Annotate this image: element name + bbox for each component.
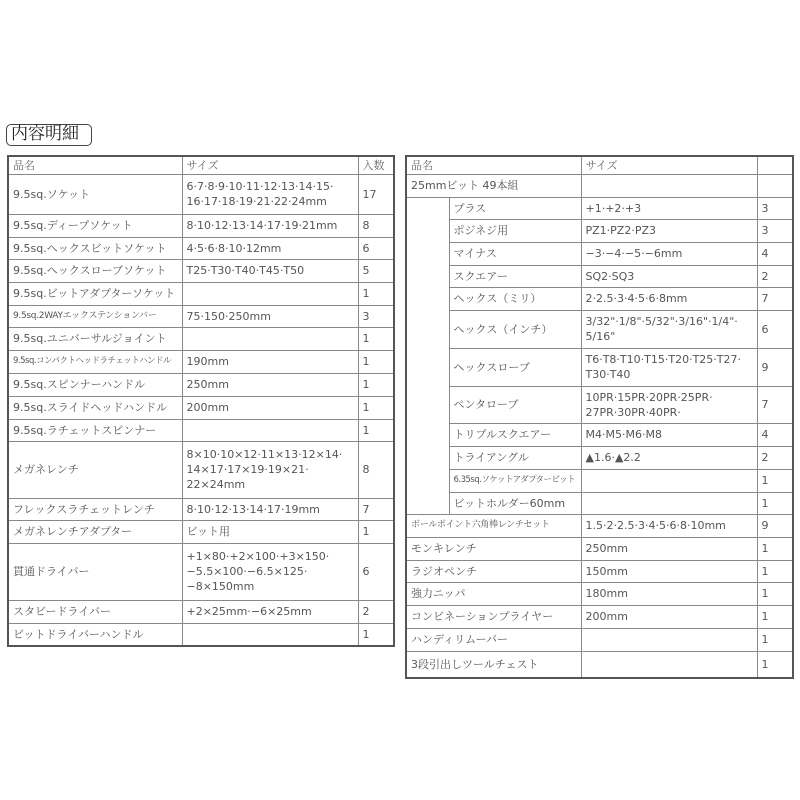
item-qty: 7 xyxy=(757,386,793,423)
item-name: トライアングル xyxy=(449,446,581,469)
table-row xyxy=(406,219,793,242)
item-name: 9.5sq.ソケット xyxy=(8,174,182,214)
item-name: 3段引出しツールチェスト xyxy=(406,651,581,678)
item-name: 9.5sq.ヘックスビットソケット xyxy=(8,237,182,259)
item-qty: 1 xyxy=(358,327,394,350)
table-row xyxy=(406,265,793,287)
item-size xyxy=(182,282,358,305)
item-qty: 1 xyxy=(757,605,793,628)
item-size xyxy=(182,623,358,646)
item-qty: 8 xyxy=(358,214,394,237)
item-qty: 9 xyxy=(757,348,793,386)
item-size: 150mm xyxy=(581,560,757,582)
table-header-row xyxy=(406,156,793,174)
item-name: 6.35sq.ソケットアダプタービット xyxy=(449,469,581,492)
item-name: コンビネーションプライヤー xyxy=(406,605,581,628)
table-row xyxy=(8,305,394,327)
header-size: サイズ xyxy=(581,156,757,174)
item-qty: 1 xyxy=(358,282,394,305)
item-qty: 17 xyxy=(358,174,394,214)
contents-table-left xyxy=(7,155,395,647)
header-name: 品名 xyxy=(8,156,182,174)
item-name: ポジネジ用 xyxy=(449,219,581,242)
item-name: ビットホルダー60mm xyxy=(449,492,581,514)
item-size: ビット用 xyxy=(182,520,358,543)
item-size xyxy=(182,327,358,350)
item-qty: 1 xyxy=(358,396,394,419)
table-row xyxy=(8,327,394,350)
table-row xyxy=(8,441,394,498)
table-row xyxy=(406,197,793,219)
table-row xyxy=(406,605,793,628)
item-size xyxy=(581,492,757,514)
group-name: 25mmビット 49本組 xyxy=(406,174,581,197)
item-size: 200mm xyxy=(581,605,757,628)
group-row xyxy=(406,174,793,197)
item-qty: 2 xyxy=(757,446,793,469)
item-qty: 6 xyxy=(757,310,793,348)
table-row xyxy=(8,623,394,646)
table-row xyxy=(406,287,793,310)
item-qty: 1 xyxy=(757,628,793,651)
item-size: 4·5·6·8·10·12mm xyxy=(182,237,358,259)
item-qty: 5 xyxy=(358,259,394,282)
item-qty: 8 xyxy=(358,441,394,498)
item-qty: 1 xyxy=(757,469,793,492)
item-size: −3·−4·−5·−6mm xyxy=(581,242,757,265)
item-size: T25·T30·T40·T45·T50 xyxy=(182,259,358,282)
table-row xyxy=(8,520,394,543)
table-row xyxy=(8,419,394,441)
table-row xyxy=(406,628,793,651)
table-row xyxy=(8,600,394,623)
item-qty: 7 xyxy=(757,287,793,310)
item-size: 250mm xyxy=(182,373,358,396)
item-size: 8·10·12·13·14·17·19·21mm xyxy=(182,214,358,237)
header-size: サイズ xyxy=(182,156,358,174)
item-name: 9.5sq.コンパクトヘッドラチェットハンドル xyxy=(8,350,182,373)
item-name: 9.5sq.ヘックスローブソケット xyxy=(8,259,182,282)
item-size: 2·2.5·3·4·5·6·8mm xyxy=(581,287,757,310)
item-qty: 9 xyxy=(757,514,793,537)
item-name: トリプルスクエアー xyxy=(449,423,581,446)
item-size: T6·T8·T10·T15·T20·T25·T27· T30·T40 xyxy=(581,348,757,386)
table-row xyxy=(8,373,394,396)
item-name: スタビードライバー xyxy=(8,600,182,623)
item-name: 9.5sq.ディープソケット xyxy=(8,214,182,237)
table-row xyxy=(8,214,394,237)
item-size: 200mm xyxy=(182,396,358,419)
item-size: 8·10·12·13·14·17·19mm xyxy=(182,498,358,520)
item-name: ハンディリムーバー xyxy=(406,628,581,651)
table-row xyxy=(8,237,394,259)
table-row xyxy=(406,537,793,560)
item-name: ビットドライバーハンドル xyxy=(8,623,182,646)
table-row xyxy=(8,350,394,373)
item-size xyxy=(581,174,757,197)
table-row xyxy=(406,310,793,348)
table-row xyxy=(406,560,793,582)
item-size: +1×80·+2×100·+3×150· −5.5×100·−6.5×125· −8×150mm xyxy=(182,543,358,600)
item-name: ペンタローブ xyxy=(449,386,581,423)
section-title: 内容明細 xyxy=(6,124,92,146)
item-qty: 4 xyxy=(757,423,793,446)
item-name: 強力ニッパ xyxy=(406,582,581,605)
header-qty: 入数 xyxy=(358,156,394,174)
item-size xyxy=(182,419,358,441)
item-qty: 3 xyxy=(757,197,793,219)
item-qty: 6 xyxy=(358,237,394,259)
item-name: 9.5sq.2WAYエックステンションバー xyxy=(8,305,182,327)
item-size: SQ2·SQ3 xyxy=(581,265,757,287)
item-qty: 3 xyxy=(757,219,793,242)
item-size: 250mm xyxy=(581,537,757,560)
header-name: 品名 xyxy=(406,156,581,174)
item-qty: 6 xyxy=(358,543,394,600)
item-name: ラジオペンチ xyxy=(406,560,581,582)
item-size xyxy=(581,651,757,678)
item-name: ヘックス（ミリ） xyxy=(449,287,581,310)
contents-table-right xyxy=(405,155,794,679)
item-name: 9.5sq.ビットアダプターソケット xyxy=(8,282,182,305)
item-qty: 1 xyxy=(757,537,793,560)
item-qty: 4 xyxy=(757,242,793,265)
item-size: 6·7·8·9·10·11·12·13·14·15· 16·17·18·19·21·22·24mm xyxy=(182,174,358,214)
header-qty xyxy=(757,156,793,174)
item-name: 貫通ドライバー xyxy=(8,543,182,600)
table-row xyxy=(406,348,793,386)
item-size xyxy=(581,628,757,651)
table-row xyxy=(8,174,394,214)
item-size: 3/32"·1/8"·5/32"·3/16"·1/4"· 5/16" xyxy=(581,310,757,348)
item-size: 8×10·10×12·11×13·12×14· 14×17·17×19·19×21· 22×24mm xyxy=(182,441,358,498)
table-row xyxy=(8,543,394,600)
item-qty: 7 xyxy=(358,498,394,520)
item-size: 1.5·2·2.5·3·4·5·6·8·10mm xyxy=(581,514,757,537)
item-size: M4·M5·M6·M8 xyxy=(581,423,757,446)
item-qty: 1 xyxy=(757,560,793,582)
table-row xyxy=(406,469,793,492)
table-row xyxy=(406,651,793,678)
item-name: 9.5sq.ラチェットスピンナー xyxy=(8,419,182,441)
item-size: 190mm xyxy=(182,350,358,373)
item-name: 9.5sq.スピンナーハンドル xyxy=(8,373,182,396)
item-name: 9.5sq.ユニバーサルジョイント xyxy=(8,327,182,350)
item-name: ボールポイント六角棒レンチセット xyxy=(406,514,581,537)
table-row xyxy=(406,582,793,605)
indent-cell xyxy=(406,197,449,514)
item-name: スクエアー xyxy=(449,265,581,287)
item-qty: 2 xyxy=(358,600,394,623)
item-size: +1·+2·+3 xyxy=(581,197,757,219)
item-name: メガネレンチアダプター xyxy=(8,520,182,543)
table-row xyxy=(406,446,793,469)
item-qty: 1 xyxy=(757,492,793,514)
item-qty: 3 xyxy=(358,305,394,327)
item-qty xyxy=(757,174,793,197)
table-row xyxy=(406,492,793,514)
item-name: モンキレンチ xyxy=(406,537,581,560)
table-row xyxy=(8,396,394,419)
table-header-row xyxy=(8,156,394,174)
item-qty: 1 xyxy=(358,520,394,543)
table-row xyxy=(8,282,394,305)
item-qty: 1 xyxy=(358,623,394,646)
item-name: ヘックス（インチ） xyxy=(449,310,581,348)
table-row xyxy=(406,242,793,265)
table-row xyxy=(8,498,394,520)
table-row xyxy=(406,386,793,423)
item-size: 75·150·250mm xyxy=(182,305,358,327)
item-name: フレックスラチェットレンチ xyxy=(8,498,182,520)
item-qty: 1 xyxy=(358,419,394,441)
table-row xyxy=(406,514,793,537)
item-name: マイナス xyxy=(449,242,581,265)
item-name: メガネレンチ xyxy=(8,441,182,498)
item-size: ▲1.6·▲2.2 xyxy=(581,446,757,469)
item-size: 180mm xyxy=(581,582,757,605)
item-size: PZ1·PZ2·PZ3 xyxy=(581,219,757,242)
item-size xyxy=(581,469,757,492)
item-name: ヘックスローブ xyxy=(449,348,581,386)
table-row xyxy=(8,259,394,282)
item-size: 10PR·15PR·20PR·25PR· 27PR·30PR·40PR· xyxy=(581,386,757,423)
item-qty: 2 xyxy=(757,265,793,287)
item-qty: 1 xyxy=(358,350,394,373)
item-name: プラス xyxy=(449,197,581,219)
item-qty: 1 xyxy=(757,582,793,605)
item-qty: 1 xyxy=(358,373,394,396)
table-row xyxy=(406,423,793,446)
item-name: 9.5sq.スライドヘッドハンドル xyxy=(8,396,182,419)
item-qty: 1 xyxy=(757,651,793,678)
item-size: +2×25mm·−6×25mm xyxy=(182,600,358,623)
